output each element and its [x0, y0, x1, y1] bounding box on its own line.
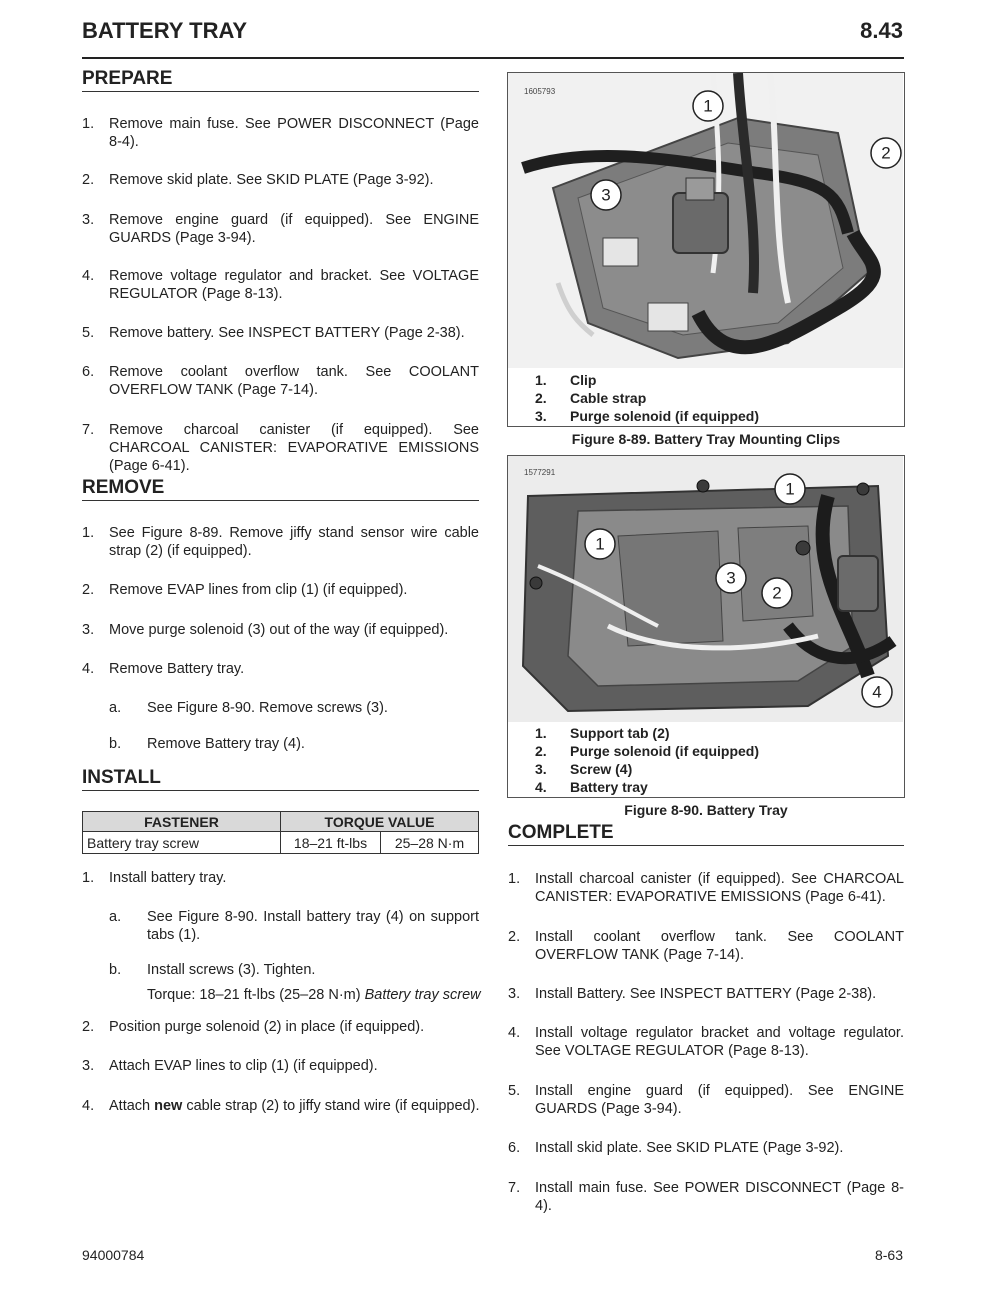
figure-8-89-legend: [535, 371, 895, 425]
step-text: Install coolant overflow tank. See COOLANT OVERFLOW TANK (Page 7-14).: [535, 929, 904, 963]
step-number: 1.: [82, 525, 95, 541]
substep-text: Remove Battery tray (4).: [147, 736, 305, 752]
step-number: 1.: [508, 871, 521, 887]
substep-letter: b.: [109, 962, 122, 978]
figure-8-89-caption: Figure 8-89. Battery Tray Mounting Clips: [571, 431, 841, 447]
callout-number: 3: [601, 185, 611, 205]
prepare-heading: PREPARE: [82, 68, 479, 92]
callout-number: 2: [772, 583, 782, 603]
figure-8-90-illustration: [508, 456, 903, 722]
complete-step-7: [508, 1179, 904, 1217]
step-number: 1.: [82, 116, 95, 132]
step-text: See Figure 8-89. Remove jiffy stand sensor wire cable strap (2) (if equipped).: [109, 525, 479, 559]
legend-text: Clip: [570, 372, 597, 388]
step-number: 3.: [82, 622, 95, 638]
prepare-step-6: [82, 363, 479, 401]
torque-table: [82, 811, 479, 854]
install-step-3: [82, 1057, 479, 1077]
step-text: Remove Battery tray.: [109, 661, 245, 677]
step-number: 4.: [82, 268, 95, 284]
complete-step-3: [508, 985, 904, 1005]
prepare-step-3: [82, 211, 479, 249]
step-text: Install engine guard (if equipped). See ENGINE GUARDS (Page 3-94).: [535, 1083, 904, 1117]
callout-number: 1: [595, 534, 605, 554]
legend-number: 3.: [535, 761, 547, 777]
section-number: 8.43: [860, 18, 903, 43]
prepare-step-4: [82, 267, 479, 305]
legend-number: 1.: [535, 372, 547, 388]
complete-step-6: [508, 1139, 904, 1159]
remove-heading: REMOVE: [82, 477, 479, 501]
legend-number: 2.: [535, 390, 547, 406]
legend-text: Purge solenoid (if equipped): [570, 408, 759, 424]
step-number: 6.: [508, 1140, 521, 1156]
complete-step-2: [508, 928, 904, 966]
torque-imperial-cell: 18–21 ft-lbs: [281, 832, 381, 854]
torque-metric-cell: 25–28 N·m: [381, 832, 479, 854]
figure-8-90-legend: [535, 724, 895, 796]
fastener-column-header: FASTENER: [83, 812, 281, 832]
step-number: 5.: [508, 1083, 521, 1099]
header-rule: [82, 57, 904, 59]
figure-8-90-caption: Figure 8-90. Battery Tray: [624, 802, 788, 818]
step-number: 3.: [82, 1058, 95, 1074]
step-text: Remove main fuse. See POWER DISCONNECT (Page 8-4).: [109, 116, 479, 150]
step-text-part: Attach: [109, 1098, 155, 1114]
step-text: Install main fuse. See POWER DISCONNECT (Page 8-4).: [535, 1180, 904, 1214]
callout-number: 1: [785, 479, 795, 499]
callout-number: 2: [881, 143, 891, 163]
step-number: 3.: [82, 212, 95, 228]
legend-number: 2.: [535, 743, 547, 759]
torque-column-header: TORQUE VALUE: [281, 812, 479, 832]
prepare-step-2: [82, 171, 479, 191]
step-number: 7.: [508, 1180, 521, 1196]
complete-step-1: [508, 870, 904, 908]
legend-text: Screw (4): [570, 761, 633, 777]
step-text: Install skid plate. See SKID PLATE (Page 3-92).: [535, 1140, 844, 1156]
figure-image-id: 1577291: [524, 468, 556, 477]
step-number: 5.: [82, 325, 95, 341]
prepare-step-5: [82, 324, 479, 344]
step-text: Install battery tray.: [109, 870, 227, 886]
remove-substep-a: [109, 699, 479, 719]
step-text: Attach EVAP lines to clip (1) (if equipped).: [109, 1058, 378, 1074]
callout-number: 3: [726, 568, 736, 588]
step-text: Remove skid plate. See SKID PLATE (Page 3-92).: [109, 172, 434, 188]
step-text: Remove coolant overflow tank. See COOLANT OVERFLOW TANK (Page 7-14).: [109, 364, 479, 398]
step-number: 6.: [82, 364, 95, 380]
legend-number: 3.: [535, 408, 547, 424]
legend-text: Battery tray: [570, 779, 648, 795]
torque-spec-text: Torque: 18–21 ft-lbs (25–28 N·m): [147, 987, 365, 1003]
table-row: [83, 832, 479, 854]
step-text-emphasis: new: [154, 1098, 183, 1114]
remove-step-2: [82, 581, 479, 601]
step-number: 2.: [508, 929, 521, 945]
step-number: 7.: [82, 422, 95, 438]
install-heading: INSTALL: [82, 767, 479, 791]
step-text: Position purge solenoid (2) in place (if equipped).: [109, 1019, 425, 1035]
figure-8-90: [507, 455, 905, 798]
step-number: 1.: [82, 870, 95, 886]
step-text: Remove charcoal canister (if equipped). See CHARCOAL CANISTER: EVAPORATIVE EMISSIONS (Page 6-41).: [109, 422, 479, 474]
step-number: 2.: [82, 1019, 95, 1035]
substep-text: See Figure 8-90. Install battery tray (4) on support tabs (1).: [147, 909, 479, 943]
step-text: [109, 1097, 487, 1115]
remove-substep-b: [109, 735, 479, 755]
remove-step-3: [82, 621, 479, 641]
page-number: 8-63: [874, 1247, 903, 1263]
install-step-1: [82, 869, 479, 889]
substep-text: Install screws (3). Tighten.: [147, 962, 316, 978]
torque-table-header: [83, 812, 479, 832]
legend-number: 4.: [535, 779, 547, 795]
callout-number: 1: [703, 96, 713, 116]
substep-letter: a.: [109, 700, 122, 716]
figure-8-89-illustration: [508, 73, 903, 368]
install-substep-b: [109, 961, 479, 981]
install-step-4: [82, 1097, 487, 1117]
remove-step-4: [82, 660, 479, 680]
figure-8-89: [507, 72, 905, 427]
step-text: Remove EVAP lines from clip (1) (if equipped).: [109, 582, 408, 598]
page-title: BATTERY TRAY: [82, 18, 248, 43]
install-substep-a: [109, 908, 479, 946]
step-text: Move purge solenoid (3) out of the way (if equipped).: [109, 622, 449, 638]
step-text: Install charcoal canister (if equipped). See CHARCOAL CANISTER: EVAPORATIVE EMISSIONS (Page 6-41).: [535, 871, 904, 905]
step-text-part: cable strap (2) to jiffy stand wire (if equipped).: [182, 1098, 480, 1114]
substep-letter: a.: [109, 909, 122, 925]
torque-spec-line: [147, 986, 487, 1006]
legend-text: Support tab (2): [570, 725, 670, 741]
torque-spec-fastener: Battery tray screw: [364, 987, 481, 1003]
step-number: 3.: [508, 986, 521, 1002]
step-number: 4.: [508, 1025, 521, 1041]
step-text: Install Battery. See INSPECT BATTERY (Page 2-38).: [535, 986, 877, 1002]
document-number: 94000784: [82, 1247, 145, 1263]
substep-letter: b.: [109, 736, 122, 752]
step-text: Remove voltage regulator and bracket. See VOLTAGE REGULATOR (Page 8-13).: [109, 268, 479, 302]
complete-step-5: [508, 1082, 904, 1120]
substep-text: See Figure 8-90. Remove screws (3).: [147, 700, 388, 716]
step-number: 2.: [82, 582, 95, 598]
remove-step-1: [82, 524, 479, 562]
prepare-step-7: [82, 421, 479, 474]
legend-number: 1.: [535, 725, 547, 741]
prepare-step-1: [82, 115, 479, 153]
step-number: 2.: [82, 172, 95, 188]
step-text: Remove battery. See INSPECT BATTERY (Page 2-38).: [109, 325, 465, 341]
step-text: Remove engine guard (if equipped). See ENGINE GUARDS (Page 3-94).: [109, 212, 479, 246]
complete-heading: COMPLETE: [508, 822, 904, 846]
step-text: Install voltage regulator bracket and voltage regulator. See VOLTAGE REGULATOR (Page 8-13).: [535, 1025, 904, 1059]
legend-text: Purge solenoid (if equipped): [570, 743, 759, 759]
step-number: 4.: [82, 661, 95, 677]
fastener-cell: Battery tray screw: [83, 832, 281, 854]
callout-number: 4: [872, 682, 882, 702]
figure-image-id: 1605793: [524, 87, 556, 96]
complete-step-4: [508, 1024, 904, 1062]
legend-text: Cable strap: [570, 390, 647, 406]
step-number: 4.: [82, 1098, 95, 1114]
install-step-2: [82, 1018, 479, 1038]
